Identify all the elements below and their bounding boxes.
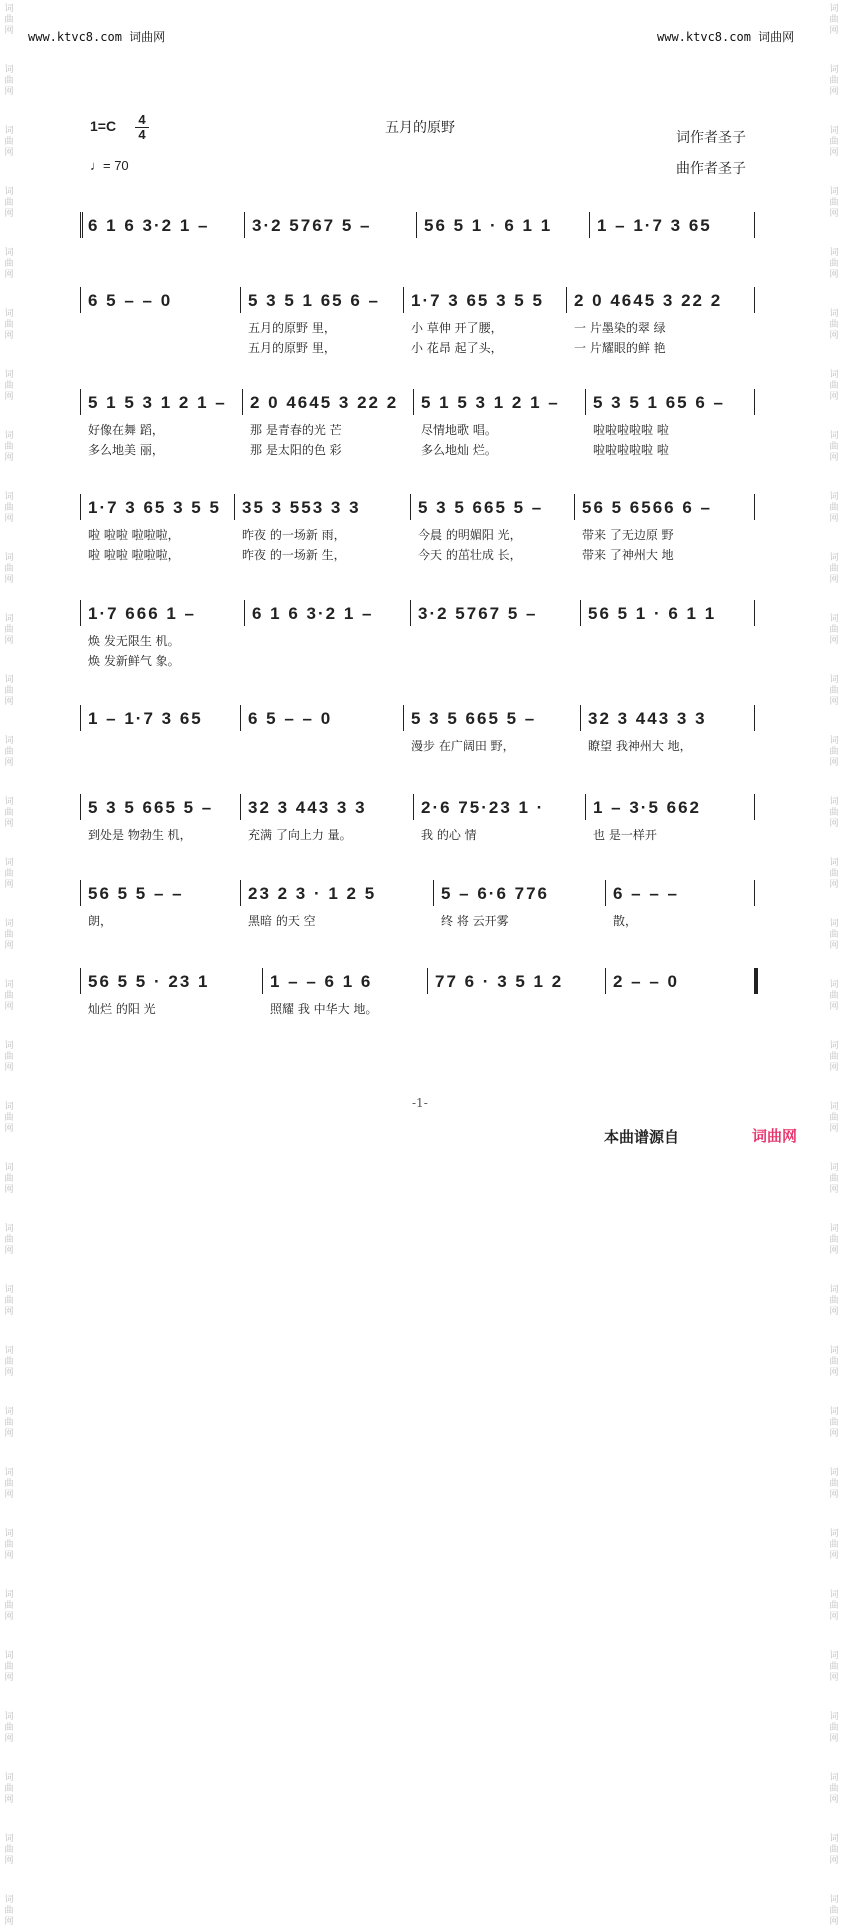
lyric-phrase: 啦啦啦啦啦 啦 [593, 423, 669, 437]
watermark-glyphs: 词 曲 网 [4, 797, 14, 829]
lyric-phrase: 啦啦啦啦啦 啦 [593, 443, 669, 457]
watermark-glyphs: 词 曲 网 [4, 1712, 14, 1744]
watermark-glyphs: 词 曲 网 [4, 858, 14, 890]
watermark-glyphs: 词 曲 网 [4, 431, 14, 463]
lyric-phrase: 带来 了神州大 地 [582, 548, 674, 562]
measure-notes: 56 5 1 · 6 1 1 [424, 216, 553, 235]
watermark-glyphs: 词 曲 网 [4, 1895, 14, 1927]
barline [754, 212, 755, 238]
lyric-phrase: 我 的心 情 [421, 828, 477, 842]
time-signature [135, 113, 149, 142]
watermark-glyphs: 词 曲 网 [829, 1712, 839, 1744]
measure-notes: 6 5 – – 0 [248, 709, 333, 728]
barline [413, 794, 414, 820]
score-system [80, 792, 755, 844]
lyric-phrase: 灿烂 的阳 光 [88, 1002, 156, 1016]
lyric-phrase: 一 片耀眼的鲜 艳 [574, 341, 666, 355]
side-watermark-left [0, 0, 18, 1927]
barline [240, 794, 241, 820]
watermark-glyphs: 词 曲 网 [4, 736, 14, 768]
side-watermark-right [825, 0, 843, 1927]
measure-notes: 2 – – 0 [613, 972, 679, 991]
barline [240, 880, 241, 906]
score-system [80, 878, 755, 930]
barline [410, 600, 411, 626]
lyric-phrase: 到处是 物勃生 机， [88, 828, 192, 842]
lyric-phrase: 带来 了无边原 野 [582, 528, 674, 542]
watermark-glyphs: 词 曲 网 [829, 980, 839, 1012]
watermark-glyphs: 词 曲 网 [4, 187, 14, 219]
measure-notes: 35 3 553 3 3 [242, 498, 361, 517]
barline [427, 968, 428, 994]
watermark-glyphs: 词 曲 网 [4, 1224, 14, 1256]
measure-notes: 1·7 3 65 3 5 5 [411, 291, 544, 310]
watermark-glyphs: 词 曲 网 [829, 4, 839, 36]
score-system [80, 285, 755, 355]
lyric-phrase: 散， [613, 914, 638, 928]
measure-notes: 2 0 4645 3 22 2 [250, 393, 399, 412]
measure-notes: 2 0 4645 3 22 2 [574, 291, 723, 310]
lyric-phrase: 焕 发新鲜气 象。 [88, 654, 180, 668]
barline [580, 600, 581, 626]
source-brand[interactable]: 词曲网 [752, 1127, 798, 1145]
measure-notes: 6 1 6 3·2 1 – [88, 216, 210, 235]
watermark-glyphs: 词 曲 网 [829, 1895, 839, 1927]
lyric-phrase: 五月的原野 里， [248, 341, 336, 355]
notes-line [80, 966, 755, 996]
measure-notes: 56 5 5 – – [88, 884, 184, 903]
watermark-glyphs: 词 曲 网 [4, 980, 14, 1012]
lyric-phrase: 瞭望 我神州大 地， [588, 739, 692, 753]
barline [754, 794, 755, 820]
measure-notes: 1·7 666 1 – [88, 604, 197, 623]
barline [589, 212, 590, 238]
score-system [80, 598, 755, 668]
watermark-glyphs: 词 曲 网 [4, 4, 14, 36]
watermark-glyphs: 词 曲 网 [829, 1468, 839, 1500]
score-system [80, 387, 755, 457]
barline [80, 494, 81, 520]
barline [262, 968, 263, 994]
barline [754, 389, 755, 415]
measure-notes: 56 5 1 · 6 1 1 [588, 604, 717, 623]
barline [754, 705, 755, 731]
measure-notes: 6 – – – [613, 884, 679, 903]
lyric-phrase: 小 花昂 起了头， [411, 341, 503, 355]
barline [416, 212, 417, 238]
lyric-phrase: 也 是一样开 [593, 828, 657, 842]
lyric-phrase: 五月的原野 里， [248, 321, 336, 335]
watermark-glyphs: 词 曲 网 [829, 492, 839, 524]
barline [80, 880, 81, 906]
measure-notes: 56 5 6566 6 – [582, 498, 712, 517]
barline [574, 494, 575, 520]
watermark-glyphs: 词 曲 网 [829, 919, 839, 951]
watermark-glyphs: 词 曲 网 [829, 1651, 839, 1683]
watermark-glyphs: 词 曲 网 [4, 1590, 14, 1622]
measure-notes: 5 – 6·6 776 [441, 884, 550, 903]
notes-line [80, 878, 755, 908]
measure-notes: 3·2 5767 5 – [418, 604, 538, 623]
measure-notes: 1 – 1·7 3 65 [88, 709, 203, 728]
watermark-glyphs: 词 曲 网 [829, 1834, 839, 1866]
notes-line [80, 387, 755, 417]
measure-notes: 23 2 3 · 1 2 5 [248, 884, 377, 903]
barline [242, 389, 243, 415]
barline [403, 287, 404, 313]
watermark-glyphs: 词 曲 网 [4, 1163, 14, 1195]
barline [413, 389, 414, 415]
watermark-glyphs: 词 曲 网 [829, 675, 839, 707]
barline [754, 287, 755, 313]
watermark-glyphs: 词 曲 网 [829, 1224, 839, 1256]
watermark-glyphs: 词 曲 网 [829, 1346, 839, 1378]
barline [754, 968, 758, 994]
time-sig-top: 4 [138, 112, 146, 127]
notes-line [80, 703, 755, 733]
barline [240, 287, 241, 313]
barline [240, 705, 241, 731]
barline [80, 968, 81, 994]
watermark-glyphs: 词 曲 网 [4, 1834, 14, 1866]
lyric-phrase: 终 将 云开雾 [441, 914, 509, 928]
site-header-left[interactable]: www.ktvc8.com 词曲网 [28, 30, 166, 44]
lyric-phrase: 多么地灿 烂。 [421, 443, 497, 457]
barline [403, 705, 404, 731]
lyric-phrase: 照耀 我 中华大 地。 [270, 1002, 378, 1016]
watermark-glyphs: 词 曲 网 [4, 1102, 14, 1134]
watermark-glyphs: 词 曲 网 [4, 65, 14, 97]
score-system [80, 703, 755, 755]
barline [585, 389, 586, 415]
measure-notes: 5 3 5 665 5 – [88, 798, 214, 817]
lyric-phrase: 小 草伸 开了腰， [411, 321, 503, 335]
measure-notes: 32 3 443 3 3 [588, 709, 707, 728]
barline [754, 880, 755, 906]
watermark-glyphs: 词 曲 网 [4, 248, 14, 280]
watermark-glyphs: 词 曲 网 [829, 1590, 839, 1622]
watermark-glyphs: 词 曲 网 [829, 736, 839, 768]
watermark-glyphs: 词 曲 网 [4, 675, 14, 707]
lyric-phrase: 黑暗 的天 空 [248, 914, 316, 928]
measure-notes: 2·6 75·23 1 · [421, 798, 545, 817]
measure-notes: 1 – 3·5 662 [593, 798, 702, 817]
watermark-glyphs: 词 曲 网 [829, 65, 839, 97]
song-title: 五月的原野 [385, 120, 455, 136]
barline [585, 794, 586, 820]
notes-line [80, 285, 755, 315]
measure-notes: 77 6 · 3 5 1 2 [435, 972, 564, 991]
watermark-glyphs: 词 曲 网 [4, 919, 14, 951]
watermark-glyphs: 词 曲 网 [4, 1468, 14, 1500]
watermark-glyphs: 词 曲 网 [829, 309, 839, 341]
lyric-phrase: 啦 啦啦 啦啦啦， [88, 548, 180, 562]
barline [80, 705, 81, 731]
barline [605, 968, 606, 994]
watermark-glyphs: 词 曲 网 [829, 1529, 839, 1561]
barline [80, 389, 81, 415]
barline [410, 494, 411, 520]
measure-notes: 6 5 – – 0 [88, 291, 173, 310]
barline [80, 212, 83, 238]
watermark-glyphs: 词 曲 网 [829, 431, 839, 463]
lyric-phrase: 多么地美 丽， [88, 443, 164, 457]
composer-credit: 曲作者圣子 [676, 161, 746, 177]
watermark-glyphs: 词 曲 网 [829, 614, 839, 646]
watermark-glyphs: 词 曲 网 [4, 1651, 14, 1683]
notes-line [80, 792, 755, 822]
score-system [80, 492, 755, 562]
watermark-glyphs: 词 曲 网 [4, 614, 14, 646]
lyric-phrase: 充满 了向上力 量。 [248, 828, 352, 842]
lyric-phrase: 今天 的茁壮成 长， [418, 548, 522, 562]
watermark-glyphs: 词 曲 网 [829, 1163, 839, 1195]
measure-notes: 6 1 6 3·2 1 – [252, 604, 374, 623]
page-number: -1- [412, 1096, 428, 1110]
barline [244, 212, 245, 238]
lyric-phrase: 今晨 的明媚阳 光， [418, 528, 522, 542]
watermark-glyphs: 词 曲 网 [829, 1407, 839, 1439]
watermark-glyphs: 词 曲 网 [4, 1529, 14, 1561]
lyric-phrase: 那 是太阳的色 彩 [250, 443, 342, 457]
watermark-glyphs: 词 曲 网 [829, 858, 839, 890]
lyric-phrase: 朗， [88, 914, 113, 928]
lyric-phrase: 昨夜 的一场新 雨， [242, 528, 346, 542]
time-sig-bottom: 4 [138, 127, 146, 142]
watermark-glyphs: 词 曲 网 [4, 553, 14, 585]
lyric-phrase: 那 是青春的光 芒 [250, 423, 342, 437]
watermark-glyphs: 词 曲 网 [4, 1041, 14, 1073]
measure-notes: 1 – – 6 1 6 [270, 972, 373, 991]
measure-notes: 56 5 5 · 23 1 [88, 972, 210, 991]
lyric-phrase: 一 片墨染的翠 绿 [574, 321, 666, 335]
lyric-phrase: 尽情地歌 唱。 [421, 423, 497, 437]
barline [244, 600, 245, 626]
notes-line [80, 210, 755, 240]
lyric-phrase: 啦 啦啦 啦啦啦， [88, 528, 180, 542]
measure-notes: 1·7 3 65 3 5 5 [88, 498, 221, 517]
barline [754, 600, 755, 626]
barline [580, 705, 581, 731]
measure-notes: 5 3 5 1 65 6 – [248, 291, 380, 310]
barline [754, 494, 755, 520]
barline [566, 287, 567, 313]
measure-notes: 1 – 1·7 3 65 [597, 216, 712, 235]
watermark-glyphs: 词 曲 网 [829, 1285, 839, 1317]
watermark-glyphs: 词 曲 网 [4, 1407, 14, 1439]
barline [80, 287, 81, 313]
watermark-glyphs: 词 曲 网 [829, 1041, 839, 1073]
watermark-glyphs: 词 曲 网 [4, 370, 14, 402]
measure-notes: 32 3 443 3 3 [248, 798, 367, 817]
watermark-glyphs: 词 曲 网 [4, 1773, 14, 1805]
watermark-glyphs: 词 曲 网 [829, 1773, 839, 1805]
watermark-glyphs: 词 曲 网 [4, 309, 14, 341]
watermark-glyphs: 词 曲 网 [829, 248, 839, 280]
barline [234, 494, 235, 520]
notes-line [80, 492, 755, 522]
lyric-phrase: 焕 发无限生 机。 [88, 634, 180, 648]
measure-notes: 5 1 5 3 1 2 1 – [421, 393, 560, 412]
measure-notes: 3·2 5767 5 – [252, 216, 372, 235]
watermark-glyphs: 词 曲 网 [829, 370, 839, 402]
barline [605, 880, 606, 906]
measure-notes: 5 3 5 1 65 6 – [593, 393, 725, 412]
barline [80, 794, 81, 820]
watermark-glyphs: 词 曲 网 [4, 492, 14, 524]
watermark-glyphs: 词 曲 网 [4, 126, 14, 158]
lyric-phrase: 昨夜 的一场新 生， [242, 548, 346, 562]
watermark-glyphs: 词 曲 网 [4, 1285, 14, 1317]
score-system [80, 210, 755, 262]
watermark-glyphs: 词 曲 网 [829, 126, 839, 158]
barline [433, 880, 434, 906]
watermark-glyphs: 词 曲 网 [829, 1102, 839, 1134]
source-label: 本曲谱源自 [604, 1128, 680, 1146]
barline [80, 600, 81, 626]
watermark-glyphs: 词 曲 网 [4, 1346, 14, 1378]
key-signature: 1=C [90, 118, 117, 134]
score-system [80, 966, 755, 1018]
measure-notes: 5 1 5 3 1 2 1 – [88, 393, 227, 412]
watermark-glyphs: 词 曲 网 [829, 187, 839, 219]
watermark-glyphs: 词 曲 网 [829, 553, 839, 585]
lyricist-credit: 词作者圣子 [676, 130, 746, 146]
notes-line [80, 598, 755, 628]
watermark-glyphs: 词 曲 网 [829, 797, 839, 829]
measure-notes: 5 3 5 665 5 – [411, 709, 537, 728]
site-header-right[interactable]: www.ktvc8.com 词曲网 [657, 30, 795, 44]
measure-notes: 5 3 5 665 5 – [418, 498, 544, 517]
lyric-phrase: 漫步 在广阔田 野， [411, 739, 515, 753]
lyric-phrase: 好像在舞 蹈， [88, 423, 164, 437]
tempo-marking: ♩= 70 [90, 158, 129, 173]
